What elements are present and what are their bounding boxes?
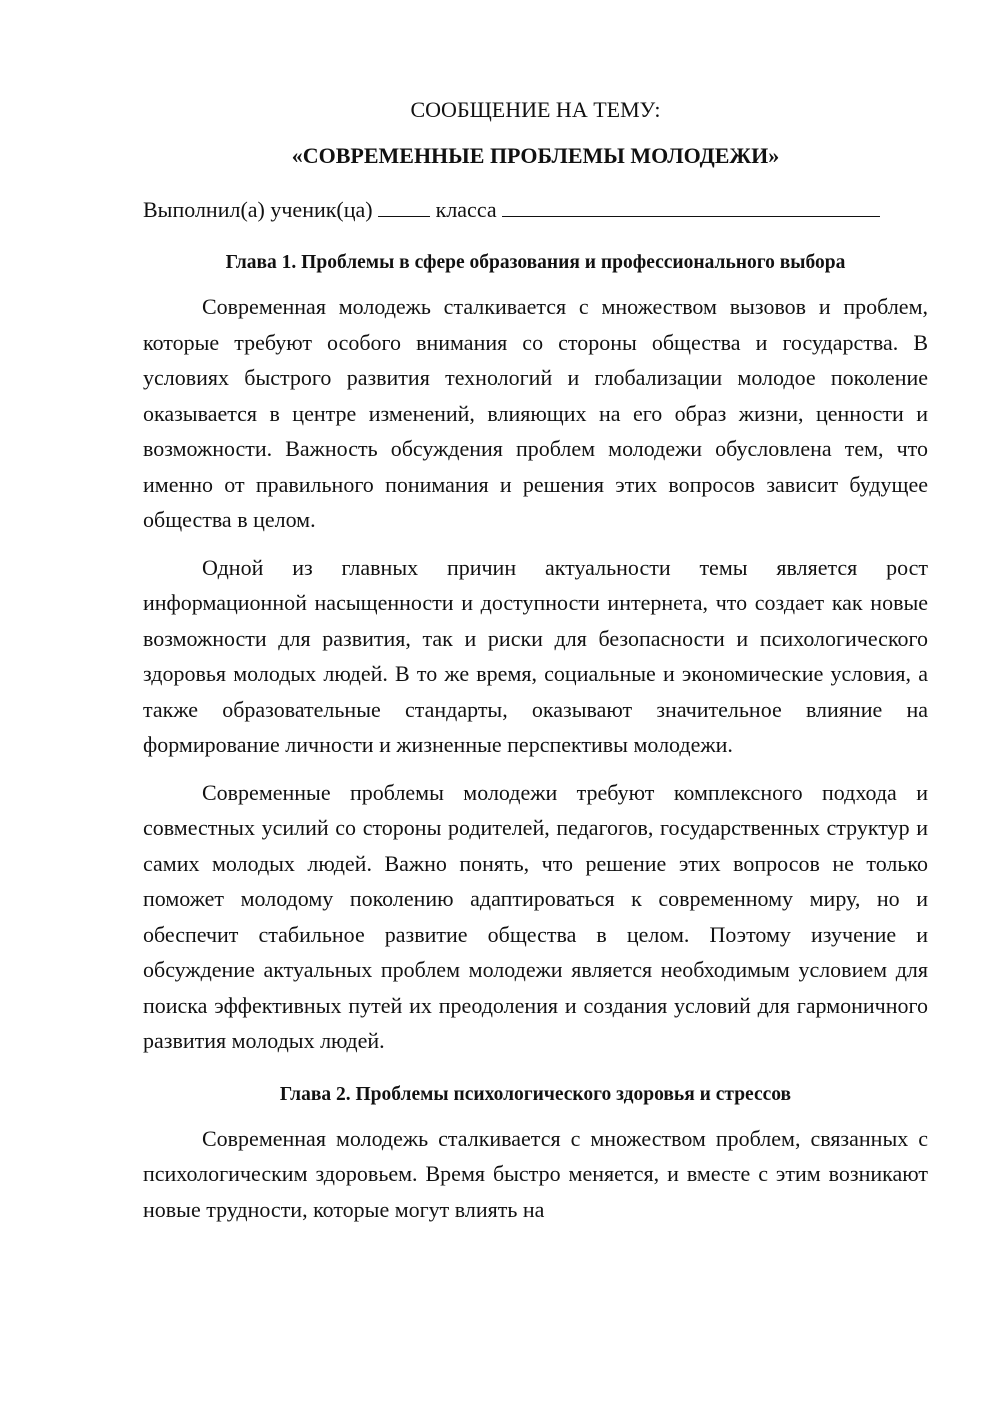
chapter-1 <box>143 245 928 1059</box>
paragraph: Современная молодежь сталкивается с множеством проблем, связанных с психологическим здоровьем. Время быстро меняется, и вместе с этим возникают новые трудности, которые могут влиять на <box>143 1125 928 1222</box>
chapter-title: Глава 2. Проблемы психологического здоровья и стрессов <box>279 1083 792 1105</box>
paragraph: Современная молодежь сталкивается с множеством вызовов и проблем, которые требуют особого внимания со стороны общества и государства. В условиях быстрого развития технологий и глобализации молодое поколение оказывается в центре изменений, влияющих на его образ жизни, ценности и возможности. Важность обсуждения проблем молодежи обусловлена тем, что именно от правильного понимания и решения этих вопросов зависит будущее общества в целом. <box>143 294 928 532</box>
document-title: «СОВРЕМЕННЫЕ ПРОБЛЕМЫ МОЛОДЕЖИ» <box>291 143 780 168</box>
paragraph: Современные проблемы молодежи требуют комплексного подхода и совместных усилий со стороны родителей, педагогов, государственных структур и самих молодых людей. Важно понять, что решение этих вопросов не только поможет молодому поколению адаптироваться к современному миру, но и обеспечит стабильное развитие общества в целом. Поэтому изучение и обсуждение актуальных проблем молодежи является необходимым условием для поиска эффективных путей их преодоления и создания условий для гармоничного развития молодых людей. <box>143 779 928 1053</box>
grade-blank-line <box>378 194 430 217</box>
chapter-title: Глава 1. Проблемы в сфере образования и профессионального выбора <box>225 252 846 273</box>
byline-prefix: Выполнил(а) ученик(ца) <box>143 197 373 222</box>
byline <box>143 192 928 227</box>
chapter-2 <box>143 1077 928 1228</box>
byline-middle: класса <box>435 197 497 222</box>
paragraph: Одной из главных причин актуальности темы является рост информационной насыщенности и доступности интернета, что создает как новые возможности для развития, так и риски для безопасности и психологического здоровья молодых людей. В то же время, социальные и экономические условия, а также образовательные стандарты, оказывают значительное влияние на формирование личности и жизненные перспективы молодежи. <box>143 554 928 757</box>
name-blank-line <box>502 194 880 217</box>
heading-line-1: СООБЩЕНИЕ НА ТЕМУ: <box>410 97 661 122</box>
